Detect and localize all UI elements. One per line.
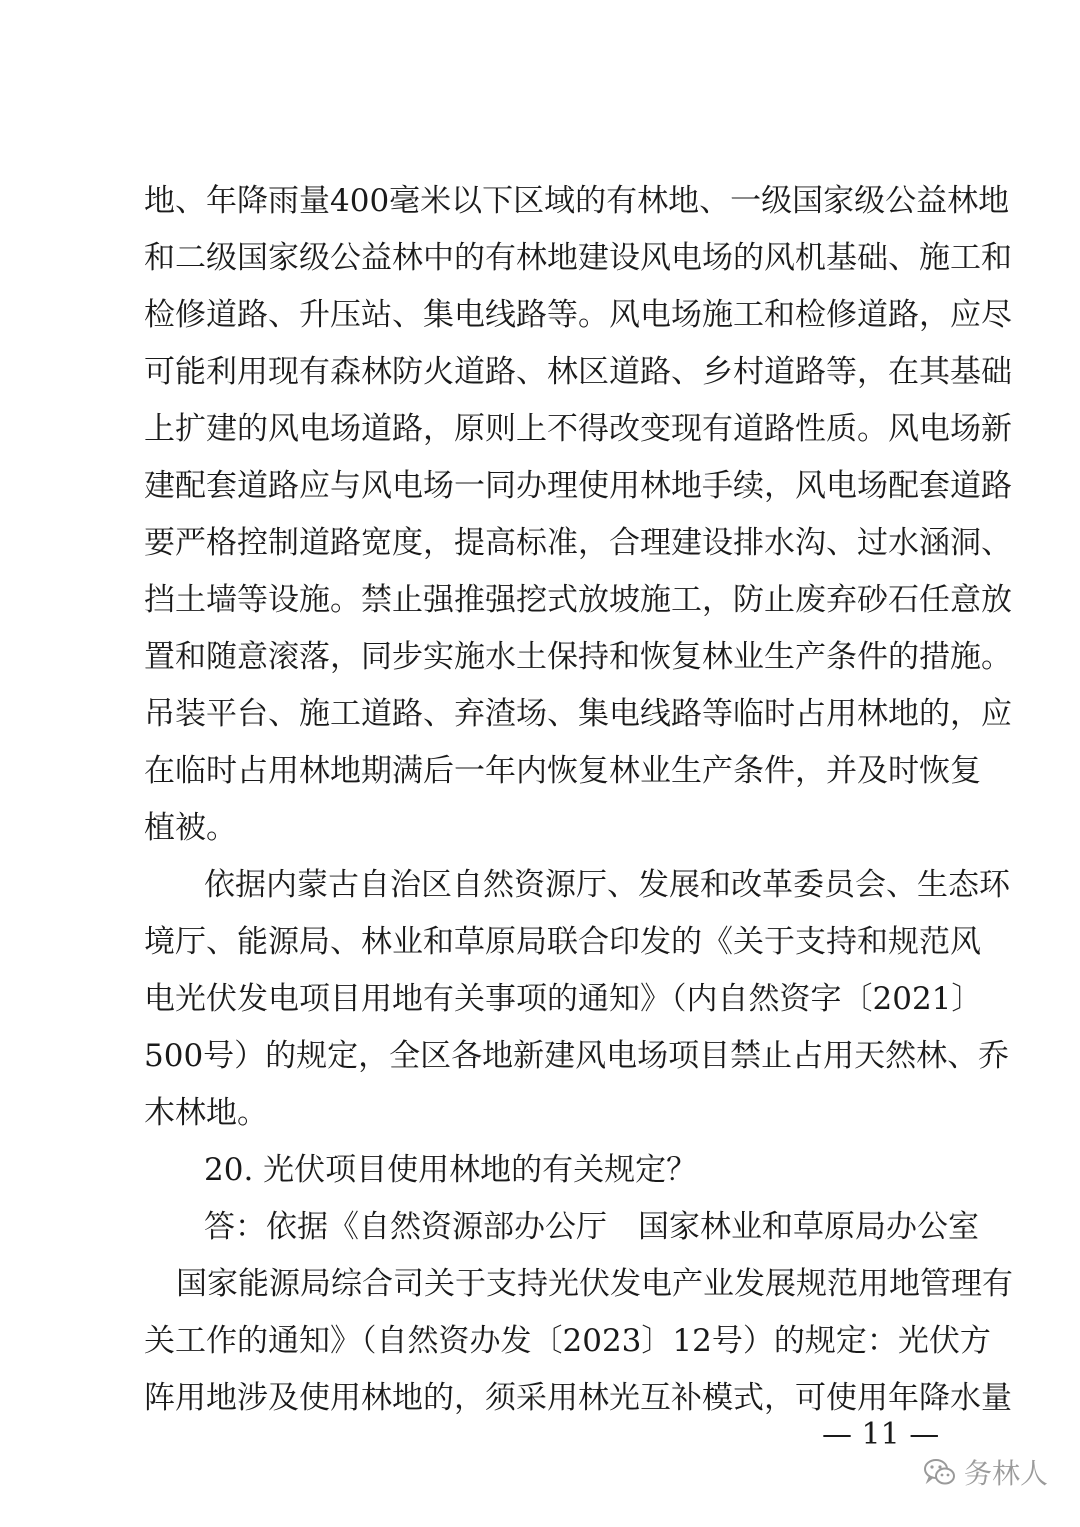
text-line: 置和随意滚落，同步实施水土保持和恢复林业生产条件的措施。 bbox=[144, 639, 1012, 675]
text-line: 要严格控制道路宽度，提高标准，合理建设排水沟、过水涵洞、 bbox=[144, 525, 1012, 561]
text-line: 在临时占用林地期满后一年内恢复林业生产条件，并及时恢复 bbox=[144, 753, 981, 789]
watermark bbox=[922, 1452, 1048, 1492]
text-line: 建配套道路应与风电场一同办理使用林地手续，风电场配套道路 bbox=[144, 468, 1012, 504]
watermark-text: 务林人 bbox=[964, 1457, 1049, 1490]
text-line: 木林地。 bbox=[144, 1095, 268, 1131]
paragraph-first-line: 依据内蒙古自治区自然资源厅、发展和改革委员会、生态环 bbox=[204, 867, 1010, 903]
wechat-icon bbox=[922, 1457, 958, 1487]
text-line: 阵用地涉及使用林地的，须采用林光互补模式，可使用年降水量 bbox=[144, 1380, 1012, 1416]
text-line: 电光伏发电项目用地有关事项的通知》（内自然资字〔2021〕 bbox=[144, 981, 983, 1017]
page-number: — 11 — bbox=[822, 1417, 940, 1452]
text-line: 检修道路、升压站、集电线路等。风电场施工和检修道路，应尽 bbox=[144, 297, 1012, 333]
text-line: 植被。 bbox=[144, 810, 237, 846]
text-line: 和二级国家级公益林中的有林地建设风电场的风机基础、施工和 bbox=[144, 240, 1012, 276]
text-line: 国家能源局综合司关于支持光伏发电产业发展规范用地管理有 bbox=[176, 1266, 1013, 1302]
text-line: 挡土墙等设施。禁止强推强挖式放坡施工，防止废弃砂石任意放 bbox=[144, 582, 1012, 618]
text-line: 地、年降雨量400毫米以下区域的有林地、一级国家级公益林地 bbox=[144, 183, 1010, 219]
text-line: 上扩建的风电场道路，原则上不得改变现有道路性质。风电场新 bbox=[144, 411, 1012, 447]
paragraph-first-line: 答：依据《自然资源部办公厅 国家林业和草原局办公室 bbox=[204, 1209, 979, 1245]
text-line: 关工作的通知》（自然资办发〔2023〕12号）的规定：光伏方 bbox=[144, 1323, 991, 1359]
text-line: 境厅、能源局、林业和草原局联合印发的《关于支持和规范风 bbox=[144, 924, 981, 960]
text-line: 可能利用现有森林防火道路、林区道路、乡村道路等，在其基础 bbox=[144, 354, 1012, 390]
section-heading: 20. 光伏项目使用林地的有关规定？ bbox=[204, 1152, 698, 1188]
text-line: 吊装平台、施工道路、弃渣场、集电线路等临时占用林地的，应 bbox=[144, 696, 1012, 732]
text-line: 500号）的规定，全区各地新建风电场项目禁止占用天然林、乔 bbox=[144, 1038, 1010, 1074]
